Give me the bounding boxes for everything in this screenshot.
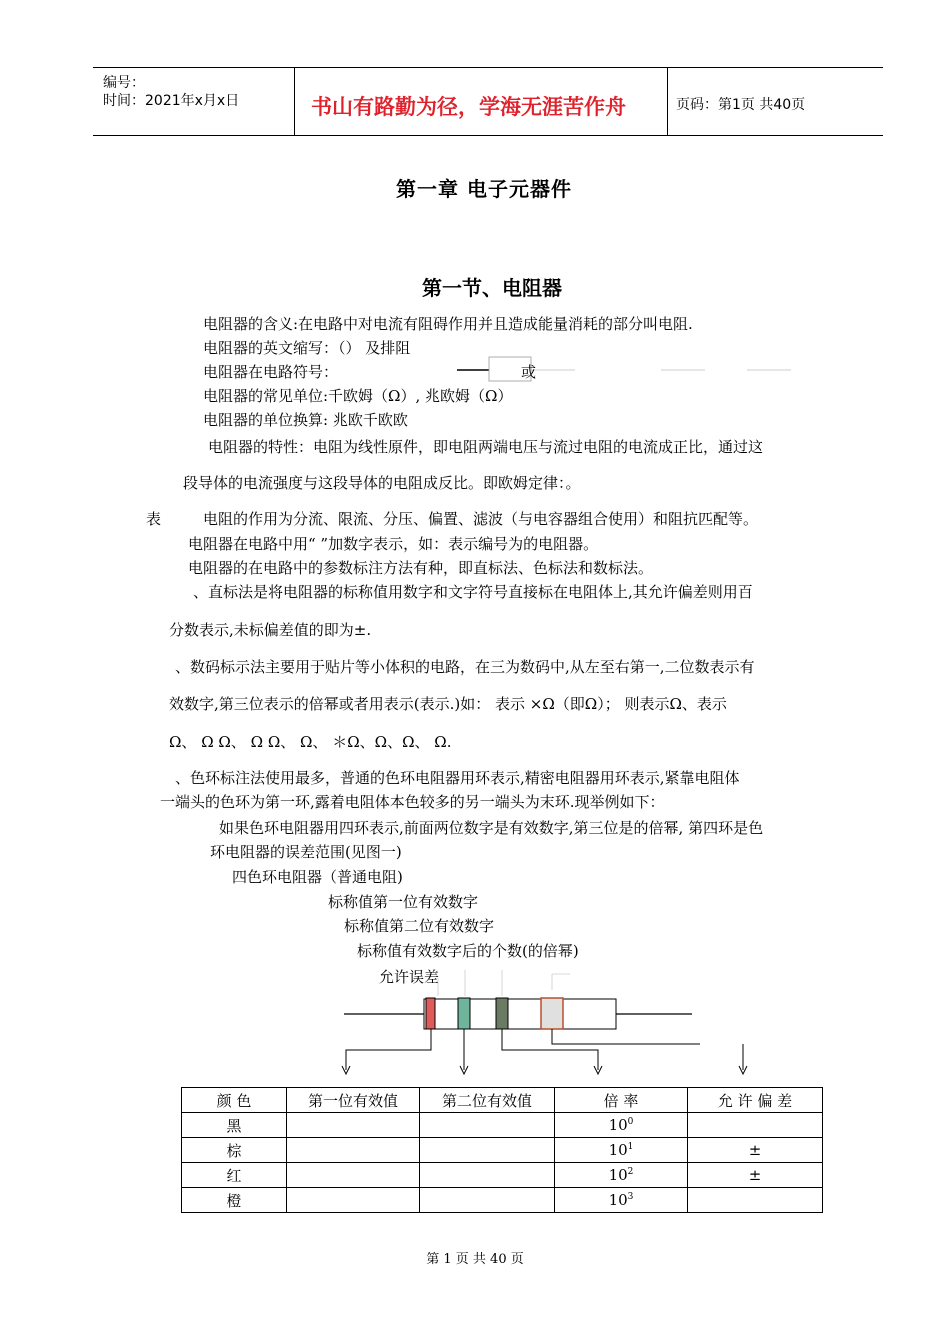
header-time-label: 时间：2021年x月x日: [103, 93, 240, 109]
text-line-four-band-cont: 环电阻器的误差范围(见图一): [210, 843, 402, 861]
text-prefix-table: 表: [146, 510, 162, 528]
cell-second: [420, 1138, 555, 1163]
band-1: [426, 998, 435, 1029]
table-row: [182, 1113, 823, 1138]
cell-second: [420, 1188, 555, 1213]
cell-tolerance: ±: [688, 1163, 823, 1188]
header-color: 颜 色: [182, 1088, 287, 1113]
text-line-notation: 电阻器在电路中用“ ”加数字表示，如：表示编号为的电阻器。: [188, 535, 599, 553]
cell-multiplier: $10^3$: [555, 1188, 688, 1213]
band-2: [458, 998, 470, 1029]
cell-multiplier: $10^0$: [555, 1113, 688, 1138]
table-row: [182, 1188, 823, 1213]
text-line-color-method-cont: 一端头的色环为第一环,露着电阻体本色较多的另一端头为末环.现举例如下：: [160, 793, 665, 811]
text-line-conversion: 电阻器的单位换算: 兆欧千欧欧: [203, 411, 408, 429]
header-multiplier: 倍 率: [555, 1088, 688, 1113]
cell-color: 棕: [182, 1138, 287, 1163]
symbol-or-label: 或: [521, 363, 537, 381]
text-line-diagram-caption: 四色环电阻器（普通电阻): [232, 868, 403, 886]
text-line-direct-method-cont: 分数表示,未标偏差值的即为±.: [169, 621, 372, 639]
diagram-label-tolerance: 允许误差: [379, 968, 440, 986]
text-line-abbreviation: 电阻器的英文缩写：（） 及排阻: [203, 339, 411, 357]
cell-tolerance: ±: [688, 1138, 823, 1163]
text-line-digital-examples: Ω、 Ω Ω、 Ω Ω、 Ω、 ＊Ω、Ω、Ω、 Ω.: [169, 733, 452, 751]
diagram-label-multiplier: 标称值有效数字后的个数(的倍幂): [357, 942, 579, 960]
page-footer: 第 1 页 共 40 页: [426, 1252, 524, 1267]
band-4: [541, 998, 563, 1029]
cell-color: 橙: [182, 1188, 287, 1213]
table-header-row: [182, 1088, 823, 1113]
text-line-units: 电阻器的常见单位:千欧姆（Ω）, 兆欧姆（Ω）: [203, 387, 513, 405]
cell-first: [287, 1188, 420, 1213]
chapter-title: 第一章 电子元器件: [396, 177, 572, 201]
header-bottom-rule: [93, 135, 883, 136]
header-motto: 书山有路勤为径，学海无涯苦作舟: [311, 95, 626, 119]
color-code-table: [181, 1087, 823, 1213]
cell-tolerance: [688, 1113, 823, 1138]
header-tolerance: 允 许 偏 差: [688, 1088, 823, 1113]
cell-multiplier: $10^1$: [555, 1138, 688, 1163]
diagram-label-second-digit: 标称值第二位有效数字: [344, 917, 495, 935]
cell-color: 红: [182, 1163, 287, 1188]
header-divider-right: [667, 67, 668, 136]
text-line-direct-method: 、直标法是将电阻器的标称值用数字和文字符号直接标在电阻体上,其允许偏差则用百: [193, 583, 753, 601]
text-line-digital-method-cont: 效数字,第三位表示的倍幂或者用表示(表示.)如： 表示 ×Ω（即Ω）； 则表示Ω、表示: [169, 695, 727, 713]
text-line-methods: 电阻器的在电路中的参数标注方法有种，即直标法、色标法和数标法。: [188, 559, 654, 577]
header-divider-left: [294, 67, 295, 136]
header-number-label: 编号：: [103, 75, 145, 91]
resistor-symbol: [455, 355, 795, 385]
cell-second: [420, 1113, 555, 1138]
text-line-function: 电阻的作用为分流、限流、分压、偏置、滤波（与电容器组合使用）和阻抗匹配等。: [203, 510, 759, 528]
diagram-label-first-digit: 标称值第一位有效数字: [328, 893, 479, 911]
table-row: [182, 1163, 823, 1188]
text-line-definition: 电阻器的含义:在电路中对电流有阻碍作用并且造成能量消耗的部分叫电阻.: [203, 315, 693, 333]
cell-first: [287, 1163, 420, 1188]
text-line-symbol: 电阻器在电路符号：: [203, 363, 339, 381]
cell-first: [287, 1138, 420, 1163]
header-second-digit: 第二位有效值: [420, 1088, 555, 1113]
cell-tolerance: [688, 1188, 823, 1213]
section-title: 第一节、电阻器: [422, 276, 562, 300]
header-page-info: 页码：第1页 共40页: [676, 97, 806, 113]
text-line-four-band: 如果色环电阻器用四环表示,前面两位数字是有效数字,第三位是的倍幂, 第四环是色: [219, 819, 764, 837]
text-line-color-method: 、色环标注法使用最多，普通的色环电阻器用环表示,精密电阻器用环表示,紧靠电阻体: [175, 769, 740, 787]
cell-multiplier: $10^2$: [555, 1163, 688, 1188]
cell-color: 黑: [182, 1113, 287, 1138]
color-band-resistor-diagram: [340, 970, 700, 1082]
cell-first: [287, 1113, 420, 1138]
text-line-characteristic: 电阻器的特性：电阻为线性原件，即电阻两端电压与流过电阻的电流成正比，通过这: [208, 438, 764, 456]
tolerance-arrow: [735, 1040, 751, 1080]
text-line-ohms-law: 段导体的电流强度与这段导体的电阻成反比。即欧姆定律：。: [183, 474, 581, 492]
table-row: [182, 1138, 823, 1163]
cell-second: [420, 1163, 555, 1188]
header-top-rule: [93, 67, 883, 68]
band-3: [496, 998, 508, 1029]
header-first-digit: 第一位有效值: [287, 1088, 420, 1113]
text-line-digital-method: 、数码标示法主要用于贴片等小体积的电路，在三为数码中,从左至右第一,二位数表示有: [175, 658, 755, 676]
